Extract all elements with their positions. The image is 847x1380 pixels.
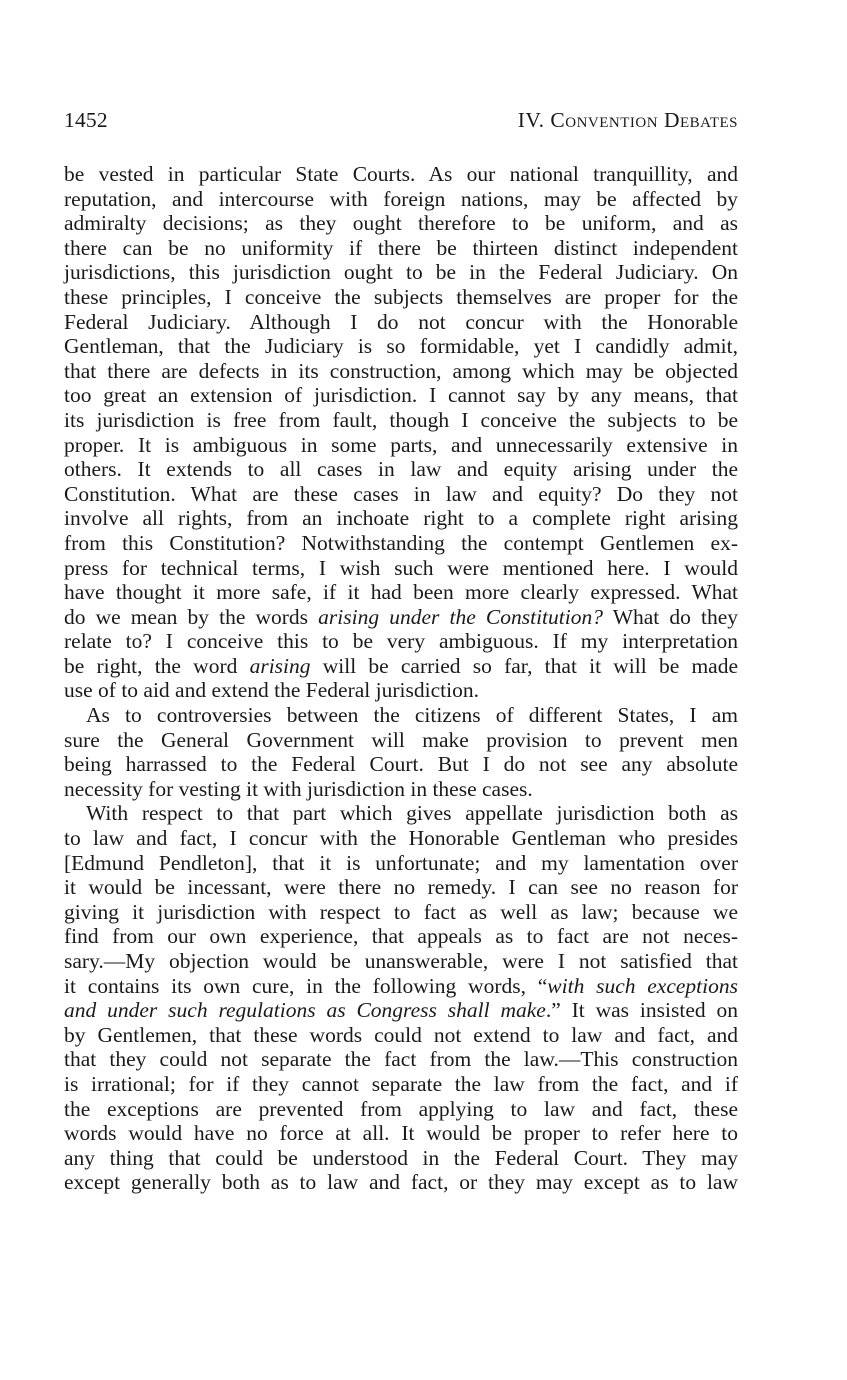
text-line — [64, 974, 738, 999]
text-segment: do we mean by the words — [64, 604, 319, 629]
paragraph — [64, 703, 738, 801]
text-line: except generally both as to law and fact, or they may except as to law — [64, 1170, 738, 1195]
text-line: by Gentlemen, that these words could not extend to law and fact, and — [64, 1022, 738, 1047]
text-line — [64, 605, 738, 630]
text-line: to law and fact, I concur with the Honorable Gentleman who presides — [64, 826, 738, 851]
text-line: words would have no force at all. It would be proper to refer here to — [64, 1121, 738, 1146]
text-line: that they could not separate the fact from the law.—This construction — [64, 1047, 738, 1072]
text-segment: it contains its own cure, in the following words, “ — [64, 973, 548, 998]
text-line: proper. It is ambiguous in some parts, and unnecessarily extensive in — [64, 432, 738, 457]
text-segment: What do they — [602, 604, 739, 629]
text-line: Gentleman, that the Judiciary is so formidable, yet I candidly admit, — [64, 334, 738, 359]
text-line: sure the General Government will make provision to prevent men — [64, 727, 738, 752]
text-line: its jurisdiction is free from fault, though I conceive the subjects to be — [64, 407, 738, 432]
text-segment: arising — [249, 653, 311, 678]
text-segment: arising under the Constitution? — [318, 604, 603, 629]
text-line: that there are defects in its construction, among which may be objected — [64, 358, 738, 383]
text-line: reputation, and intercourse with foreign nations, may be affected by — [64, 186, 738, 211]
text-segment: .” It was insisted on — [545, 998, 738, 1023]
text-line: any thing that could be understood in the Federal Court. They may — [64, 1145, 738, 1170]
text-line: Federal Judiciary. Although I do not concur with the Honorable — [64, 309, 738, 334]
text-line: Constitution. What are these cases in law and equity? Do they not — [64, 481, 738, 506]
body-text — [64, 162, 738, 1195]
text-line: the exceptions are prevented from applying to law and fact, these — [64, 1096, 738, 1121]
paragraph — [64, 801, 738, 1195]
text-segment: will be carried so far, that it will be made — [310, 653, 739, 678]
text-line: it would be incessant, were there no remedy. I can see no reason for — [64, 875, 738, 900]
text-line: sary.—My objection would be unanswerable, were I not satisfied that — [64, 949, 738, 973]
text-line: too great an extension of jurisdiction. I cannot say by any means, that — [64, 383, 738, 408]
section-title: IV. Convention Debates — [517, 108, 738, 132]
text-line: necessity for vesting it with jurisdiction in these cases. — [64, 776, 533, 801]
text-line: jurisdictions, this jurisdiction ought to be in the Federal Judiciary. On — [64, 260, 738, 285]
text-line: As to controversies between the citizens of different States, I am — [86, 703, 738, 728]
text-line: there can be no uniformity if there be thirteen distinct independent — [64, 235, 738, 260]
text-line: these principles, I conceive the subjects themselves are proper for the — [64, 284, 738, 309]
text-line: relate to? I conceive this to be very ambiguous. If my interpretation — [64, 629, 738, 654]
text-line — [64, 998, 738, 1023]
text-line: being harrassed to the Federal Court. But I do not see any absolute — [64, 752, 738, 777]
text-segment: with such exceptions — [547, 973, 738, 998]
text-line: [Edmund Pendleton], that it is unfortunate; and my lamentation over — [64, 850, 738, 875]
text-line: from this Constitution? Notwithstanding the contempt Gentlemen ex- — [64, 530, 738, 555]
text-line: With respect to that part which gives appellate jurisdiction both as — [86, 801, 738, 826]
text-line: use of to aid and extend the Federal jurisdiction. — [64, 678, 479, 703]
text-line: press for technical terms, I wish such were mentioned here. I would — [64, 555, 738, 580]
page-number: 1452 — [64, 108, 108, 132]
document-page — [64, 108, 738, 1195]
paragraph — [64, 162, 738, 703]
text-line — [64, 654, 738, 679]
text-line: others. It extends to all cases in law and equity arising under the — [64, 457, 738, 482]
text-line: involve all rights, from an inchoate right to a complete right arising — [64, 506, 738, 531]
text-line: be vested in particular State Courts. As our national tranquillity, and — [64, 162, 738, 186]
text-segment: be right, the word — [64, 653, 250, 678]
text-line: is irrational; for if they cannot separate the law from the fact, and if — [64, 1071, 738, 1096]
text-line: admiralty decisions; as they ought therefore to be uniform, and as — [64, 211, 738, 236]
text-line: find from our own experience, that appeals as to fact are not neces- — [64, 924, 738, 949]
text-line: giving it jurisdiction with respect to fact as well as law; because we — [64, 899, 738, 924]
running-head — [64, 108, 738, 140]
text-line: have thought it more safe, if it had been more clearly expressed. What — [64, 580, 738, 605]
text-segment: and under such regulations as Congress shall make — [64, 998, 546, 1023]
